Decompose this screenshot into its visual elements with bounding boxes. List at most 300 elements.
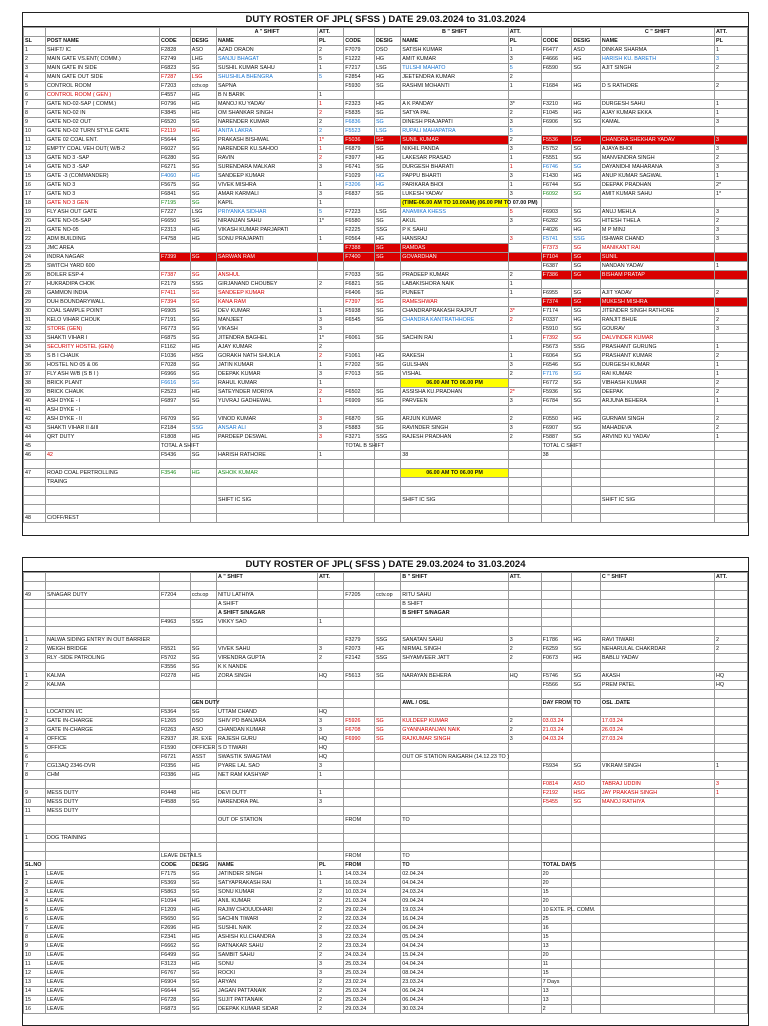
roster-row bbox=[24, 100, 748, 109]
roster-cell: 19 bbox=[24, 208, 46, 217]
roster-cell: SG bbox=[374, 316, 400, 325]
roster-cell: F1808 bbox=[160, 433, 191, 442]
roster-cell: M P MINJ bbox=[600, 226, 714, 235]
roster-cell: SG bbox=[572, 397, 601, 406]
roster-cell: GEN DUTY bbox=[191, 700, 220, 706]
roster-cell: OFFICER bbox=[191, 745, 216, 751]
roster-cell: 8 bbox=[24, 933, 46, 942]
roster-cell bbox=[24, 478, 46, 487]
roster-cell: F0564 bbox=[344, 235, 375, 244]
roster-row bbox=[24, 600, 748, 609]
roster-cell bbox=[714, 978, 747, 987]
roster-cell bbox=[317, 591, 343, 600]
roster-cell: HG bbox=[190, 388, 216, 397]
roster-cell: F5650 bbox=[160, 915, 191, 924]
roster-cell: ISHWAR CHAND bbox=[600, 235, 714, 244]
roster-cell: 5 bbox=[317, 55, 343, 64]
roster-cell: PRASHANT GURUNG bbox=[600, 343, 714, 352]
roster-cell bbox=[374, 91, 400, 100]
roster-cell: 3 bbox=[317, 933, 343, 942]
roster-cell: 13 bbox=[24, 978, 46, 987]
roster-cell bbox=[160, 825, 191, 834]
roster-cell: SSG bbox=[190, 424, 216, 433]
roster-cell bbox=[572, 627, 601, 636]
roster-cell: SATYA PAL bbox=[401, 109, 509, 118]
roster-cell: F3206 bbox=[344, 181, 375, 190]
roster-cell: F6499 bbox=[160, 951, 191, 960]
roster-cell bbox=[714, 478, 747, 487]
roster-cell bbox=[714, 798, 747, 807]
roster-cell bbox=[317, 681, 343, 690]
roster-cell: 2 bbox=[714, 424, 747, 433]
roster-cell: F2696 bbox=[160, 924, 191, 933]
roster-cell bbox=[374, 262, 400, 271]
roster-cell: 2 bbox=[317, 978, 343, 987]
roster-cell: 7 bbox=[24, 762, 46, 771]
roster-cell: 2 bbox=[714, 415, 747, 424]
roster-cell bbox=[374, 681, 400, 690]
roster-cell bbox=[714, 451, 747, 460]
roster-cell: F5675 bbox=[160, 181, 191, 190]
roster-row bbox=[24, 289, 748, 298]
roster-cell: ARVIND KU YADAV bbox=[600, 433, 714, 442]
roster-cell: 03.03.24 bbox=[541, 717, 572, 726]
roster-cell: SG bbox=[190, 298, 216, 307]
roster-cell bbox=[217, 514, 318, 523]
roster-cell: PYARE LAL SAO bbox=[217, 762, 318, 771]
roster-cell bbox=[344, 600, 375, 609]
roster-cell: SATISH KUMAR bbox=[401, 46, 509, 55]
roster-cell: F2749 bbox=[160, 55, 191, 64]
roster-cell: 17 bbox=[24, 190, 46, 199]
roster-cell: ASHISH KU.CHANDRA bbox=[217, 933, 318, 942]
roster-cell: MESS DUTY bbox=[45, 798, 159, 807]
roster-cell bbox=[190, 496, 216, 505]
roster-cell: 25 bbox=[541, 915, 572, 924]
roster-cell: DEEPAK PRADHAN bbox=[600, 181, 714, 190]
roster-cell bbox=[572, 735, 601, 744]
roster-cell: SSG bbox=[374, 226, 400, 235]
roster-cell: RAVINDER SINGH bbox=[401, 424, 509, 433]
roster-cell bbox=[317, 807, 343, 816]
roster-cell: 3 bbox=[508, 145, 541, 154]
roster-cell: 1 bbox=[714, 100, 747, 109]
roster-cell: F1045 bbox=[541, 109, 572, 118]
roster-cell: 3 bbox=[317, 433, 343, 442]
roster-cell: F6841 bbox=[160, 190, 191, 199]
roster-cell: 2 bbox=[508, 415, 541, 424]
roster-cell bbox=[714, 735, 747, 744]
roster-cell: HG bbox=[190, 789, 216, 798]
roster-cell: 3 bbox=[24, 64, 46, 73]
roster-cell: JATIN KUMAR bbox=[217, 361, 318, 370]
roster-cell: 2 bbox=[317, 951, 343, 960]
roster-cell bbox=[217, 505, 318, 514]
roster-cell: HG bbox=[374, 352, 400, 361]
roster-cell: 22.03.24 bbox=[344, 933, 375, 942]
roster-cell bbox=[508, 825, 541, 834]
roster-cell: F7191 bbox=[160, 316, 191, 325]
roster-cell: SG bbox=[572, 433, 601, 442]
roster-cell bbox=[572, 717, 601, 726]
roster-cell: GATE NO-02 TURN STYLE GATE bbox=[45, 127, 159, 136]
roster-cell: HQ bbox=[317, 708, 343, 717]
roster-cell: SG bbox=[572, 154, 601, 163]
roster-cell: CHANDRA SHEKHAR YADAV bbox=[600, 136, 714, 145]
roster-cell: GATE NO-05 bbox=[45, 226, 159, 235]
roster-cell: 02.04.24 bbox=[401, 870, 509, 879]
roster-cell: LEAVE bbox=[45, 888, 159, 897]
roster-cell bbox=[317, 609, 343, 618]
roster-cell bbox=[541, 514, 572, 523]
roster-cell: 7 bbox=[24, 100, 46, 109]
roster-cell: TO bbox=[572, 699, 601, 708]
roster-cell bbox=[600, 199, 714, 208]
roster-cell bbox=[600, 942, 714, 951]
roster-cell: SG bbox=[374, 145, 400, 154]
roster-cell: 3 bbox=[317, 316, 343, 325]
roster-cell: PUNEET bbox=[401, 289, 509, 298]
roster-cell: 3 bbox=[508, 55, 541, 64]
roster-cell: 3 bbox=[714, 307, 747, 316]
roster-cell: MANVENDRA SINGH bbox=[600, 154, 714, 163]
roster-cell bbox=[317, 460, 343, 469]
roster-cell: SG bbox=[374, 735, 400, 744]
roster-cell bbox=[572, 618, 601, 627]
roster-cell: 3 bbox=[508, 217, 541, 226]
roster-cell: F7400 bbox=[344, 253, 375, 262]
roster-cell: 1 bbox=[317, 100, 343, 109]
roster-cell: 45 bbox=[24, 442, 46, 451]
roster-cell: PARVEEN bbox=[401, 397, 509, 406]
roster-cell bbox=[541, 469, 572, 478]
roster-cell bbox=[401, 762, 509, 771]
roster-cell: 5 bbox=[508, 127, 541, 136]
roster-cell bbox=[401, 843, 509, 852]
roster-cell bbox=[714, 127, 747, 136]
roster-cell bbox=[374, 406, 400, 415]
roster-cell: HOSTEL NO 05 & 06 bbox=[45, 361, 159, 370]
roster-cell bbox=[317, 663, 343, 672]
roster-cell: LOCATION I/C bbox=[45, 708, 159, 717]
roster-cell: F6870 bbox=[344, 415, 375, 424]
roster-row bbox=[24, 726, 748, 735]
roster-row bbox=[24, 244, 748, 253]
roster-cell: SG bbox=[190, 136, 216, 145]
roster-table-2 bbox=[23, 572, 748, 1014]
roster-cell bbox=[317, 636, 343, 645]
roster-cell bbox=[24, 852, 46, 861]
roster-cell: SG bbox=[572, 370, 601, 379]
roster-cell: 2 bbox=[317, 888, 343, 897]
roster-cell: NARENDER KU.SAHOO bbox=[217, 145, 318, 154]
roster-cell: F4666 bbox=[541, 55, 572, 64]
roster-cell bbox=[508, 708, 541, 717]
roster-cell: 2 bbox=[317, 906, 343, 915]
roster-cell bbox=[317, 271, 343, 280]
roster-cell: PREM PATEL bbox=[600, 681, 714, 690]
roster-cell: F2225 bbox=[344, 226, 375, 235]
roster-cell bbox=[508, 253, 541, 262]
roster-cell: PARIKARA BHOI bbox=[401, 181, 509, 190]
roster-cell bbox=[344, 325, 375, 334]
roster-cell: 43 bbox=[24, 424, 46, 433]
roster-cell: FROM bbox=[344, 852, 375, 861]
roster-cell: SG bbox=[572, 424, 601, 433]
roster-cell: JATINDER SINGH bbox=[217, 870, 318, 879]
roster-cell bbox=[374, 451, 400, 460]
roster-cell bbox=[572, 460, 601, 469]
roster-cell: ASO bbox=[572, 46, 601, 55]
roster-cell bbox=[572, 807, 601, 816]
roster-row bbox=[24, 735, 748, 744]
roster-cell bbox=[374, 496, 400, 505]
roster-cell: HQ bbox=[714, 681, 747, 690]
roster-cell: F6061 bbox=[344, 334, 375, 343]
roster-cell: 2 bbox=[317, 154, 343, 163]
roster-cell: F6746 bbox=[541, 163, 572, 172]
roster-cell: 13 bbox=[24, 154, 46, 163]
roster-cell bbox=[572, 726, 601, 735]
roster-cell: 16.03.24 bbox=[344, 879, 375, 888]
roster-row bbox=[24, 415, 748, 424]
roster-cell bbox=[714, 618, 747, 627]
roster-cell bbox=[541, 460, 572, 469]
roster-cell: F0673 bbox=[541, 654, 572, 663]
roster-cell bbox=[600, 582, 714, 591]
roster-cell: GOURAV bbox=[600, 325, 714, 334]
roster-cell bbox=[190, 460, 216, 469]
roster-cell bbox=[217, 699, 318, 708]
roster-cell bbox=[374, 771, 400, 780]
roster-cell: 3 bbox=[317, 424, 343, 433]
roster-cell: SG bbox=[572, 388, 601, 397]
roster-cell: C " SHIFT bbox=[600, 573, 714, 582]
roster-row bbox=[24, 654, 748, 663]
roster-cell bbox=[45, 627, 159, 636]
roster-cell bbox=[217, 244, 318, 253]
roster-cell: 06.04.24 bbox=[401, 987, 509, 996]
roster-cell: 1 bbox=[508, 334, 541, 343]
roster-cell bbox=[217, 852, 318, 861]
roster-cell: F5523 bbox=[344, 127, 375, 136]
roster-cell: 9 bbox=[24, 118, 46, 127]
roster-cell: CHANDRAPRAKASH RAJPUT bbox=[401, 307, 509, 316]
roster-cell: ARJUN KUMAR bbox=[401, 415, 509, 424]
roster-cell bbox=[45, 487, 159, 496]
roster-cell bbox=[24, 582, 46, 591]
roster-row bbox=[24, 496, 748, 505]
roster-row bbox=[24, 1005, 748, 1014]
roster-cell: GORAKH NATH SHUKLA bbox=[217, 352, 318, 361]
roster-row bbox=[24, 681, 748, 690]
roster-cell: SG bbox=[374, 298, 400, 307]
roster-cell bbox=[572, 663, 601, 672]
roster-cell: F7397 bbox=[344, 298, 375, 307]
roster-cell: 11 bbox=[24, 807, 46, 816]
roster-cell: K K NANDE bbox=[217, 663, 318, 672]
roster-row bbox=[24, 807, 748, 816]
roster-cell: ASSISHA KU.PRADHAN bbox=[401, 388, 509, 397]
roster-cell bbox=[714, 280, 747, 289]
roster-cell bbox=[572, 514, 601, 523]
roster-cell bbox=[344, 609, 375, 618]
roster-cell: SL.NO bbox=[24, 861, 46, 870]
roster-cell bbox=[508, 870, 541, 879]
roster-cell bbox=[508, 699, 541, 708]
roster-cell: RAVI TIWARI bbox=[600, 636, 714, 645]
roster-cell bbox=[572, 771, 601, 780]
roster-cell: 3 bbox=[714, 145, 747, 154]
roster-cell: DUH BOUNDARYWALL bbox=[45, 298, 159, 307]
roster-row bbox=[24, 64, 748, 73]
roster-cell: 25.03.24 bbox=[344, 987, 375, 996]
roster-cell: 1 bbox=[508, 289, 541, 298]
roster-cell: SG bbox=[190, 361, 216, 370]
roster-cell bbox=[45, 442, 159, 451]
roster-cell bbox=[600, 91, 714, 100]
roster-cell: 1 bbox=[508, 181, 541, 190]
roster-cell bbox=[344, 406, 375, 415]
roster-cell: MANJEET bbox=[217, 316, 318, 325]
roster-cell: SG bbox=[190, 708, 216, 717]
roster-cell: F5436 bbox=[160, 451, 191, 460]
roster-cell: 4 bbox=[24, 73, 46, 82]
roster-cell: F6955 bbox=[541, 289, 572, 298]
roster-cell: 5 bbox=[508, 208, 541, 217]
roster-cell: AKUL bbox=[401, 217, 509, 226]
roster-cell: TO bbox=[401, 852, 509, 861]
roster-cell: F6590 bbox=[541, 64, 572, 73]
roster-cell: SG bbox=[190, 654, 216, 663]
roster-cell: HG bbox=[572, 316, 601, 325]
roster-cell: LEAVE bbox=[45, 951, 159, 960]
roster-cell: LEAVE bbox=[45, 978, 159, 987]
roster-cell bbox=[344, 618, 375, 627]
roster-cell bbox=[714, 942, 747, 951]
roster-cell bbox=[572, 127, 601, 136]
roster-cell bbox=[714, 915, 747, 924]
roster-cell bbox=[714, 244, 747, 253]
roster-cell bbox=[600, 1005, 714, 1014]
roster-cell: B N BARIK bbox=[217, 91, 318, 100]
roster-cell bbox=[317, 514, 343, 523]
roster-cell bbox=[217, 690, 318, 699]
roster-cell: DURGESH SAHU bbox=[600, 100, 714, 109]
roster-cell: HG bbox=[190, 897, 216, 906]
roster-cell bbox=[374, 199, 400, 208]
roster-cell: 41 bbox=[24, 406, 46, 415]
roster-cell: F2192 bbox=[541, 789, 572, 798]
roster-cell: 18 bbox=[24, 199, 46, 208]
roster-row bbox=[24, 852, 748, 861]
roster-cell bbox=[508, 753, 541, 762]
roster-cell: 3 bbox=[714, 208, 747, 217]
roster-cell: F6773 bbox=[160, 325, 191, 334]
roster-cell: HG bbox=[190, 127, 216, 136]
roster-cell bbox=[572, 744, 601, 753]
roster-cell bbox=[317, 487, 343, 496]
roster-cell: LEAVE bbox=[45, 897, 159, 906]
roster-cell bbox=[217, 442, 318, 451]
roster-cell bbox=[374, 852, 400, 861]
roster-cell bbox=[572, 951, 601, 960]
roster-cell bbox=[317, 834, 343, 843]
roster-cell bbox=[401, 627, 509, 636]
roster-cell: DEEPAK KUMAR bbox=[217, 370, 318, 379]
roster-cell: SG bbox=[190, 1005, 216, 1014]
roster-cell: F2523 bbox=[160, 388, 191, 397]
roster-cell bbox=[508, 681, 541, 690]
roster-cell: SARWAN RAM bbox=[217, 253, 318, 262]
roster-cell: F6280 bbox=[160, 154, 191, 163]
roster-cell: 14 bbox=[24, 163, 46, 172]
roster-cell: VISHAL bbox=[401, 370, 509, 379]
roster-cell: GOVARDHAN bbox=[401, 253, 509, 262]
roster-cell: ARYAN bbox=[217, 978, 318, 987]
roster-cell: OFFICE bbox=[45, 744, 159, 753]
roster-cell: PAPPU BHARTI bbox=[401, 172, 509, 181]
roster-row bbox=[24, 208, 748, 217]
roster-cell: F6406 bbox=[344, 289, 375, 298]
roster-cell: 1 bbox=[317, 145, 343, 154]
roster-cell: 1 bbox=[24, 834, 46, 843]
roster-cell: F2323 bbox=[344, 100, 375, 109]
roster-cell: F0356 bbox=[160, 762, 191, 771]
roster-cell: 2* bbox=[714, 181, 747, 190]
roster-cell: GATE -3 (COMMANDER) bbox=[45, 172, 159, 181]
roster-cell: 23 bbox=[24, 244, 46, 253]
roster-cell: 2 bbox=[508, 645, 541, 654]
roster-cell: F7388 bbox=[344, 244, 375, 253]
roster-cell: 7 bbox=[24, 924, 46, 933]
roster-cell: 42 bbox=[45, 451, 159, 460]
roster-cell: BRICK PLANT bbox=[45, 379, 159, 388]
roster-cell: 29.02.24 bbox=[344, 906, 375, 915]
roster-cell bbox=[714, 690, 747, 699]
roster-cell: F7227 bbox=[160, 208, 191, 217]
roster-cell: 12 bbox=[24, 969, 46, 978]
roster-cell bbox=[160, 681, 191, 690]
roster-cell: HG bbox=[374, 100, 400, 109]
roster-cell bbox=[374, 825, 400, 834]
roster-cell bbox=[572, 825, 601, 834]
roster-cell: SG bbox=[572, 190, 601, 199]
roster-cell: AMAR KARMALI bbox=[217, 190, 318, 199]
roster-cell bbox=[344, 343, 375, 352]
roster-cell: 39 bbox=[24, 388, 46, 397]
roster-cell bbox=[508, 852, 541, 861]
roster-cell bbox=[714, 1005, 747, 1014]
roster-cell: 2 bbox=[714, 352, 747, 361]
roster-cell: SSG bbox=[190, 618, 216, 627]
roster-cell bbox=[600, 442, 714, 451]
roster-cell: 1 bbox=[317, 307, 343, 316]
roster-cell: VIBHASH KUMAR bbox=[600, 379, 714, 388]
roster-row bbox=[24, 582, 748, 591]
roster-cell: DEV KUMAR bbox=[217, 307, 318, 316]
roster-cell bbox=[600, 852, 714, 861]
roster-cell: 1 bbox=[317, 181, 343, 190]
roster-cell: 2 bbox=[317, 654, 343, 663]
roster-cell: SG bbox=[374, 190, 400, 199]
roster-cell: 47 bbox=[24, 469, 46, 478]
roster-cell bbox=[190, 573, 216, 582]
roster-cell: SONU PRAJAPATI bbox=[217, 235, 318, 244]
roster-cell: 33 bbox=[24, 334, 46, 343]
roster-cell: SG bbox=[572, 262, 601, 271]
roster-cell: SG bbox=[190, 888, 216, 897]
